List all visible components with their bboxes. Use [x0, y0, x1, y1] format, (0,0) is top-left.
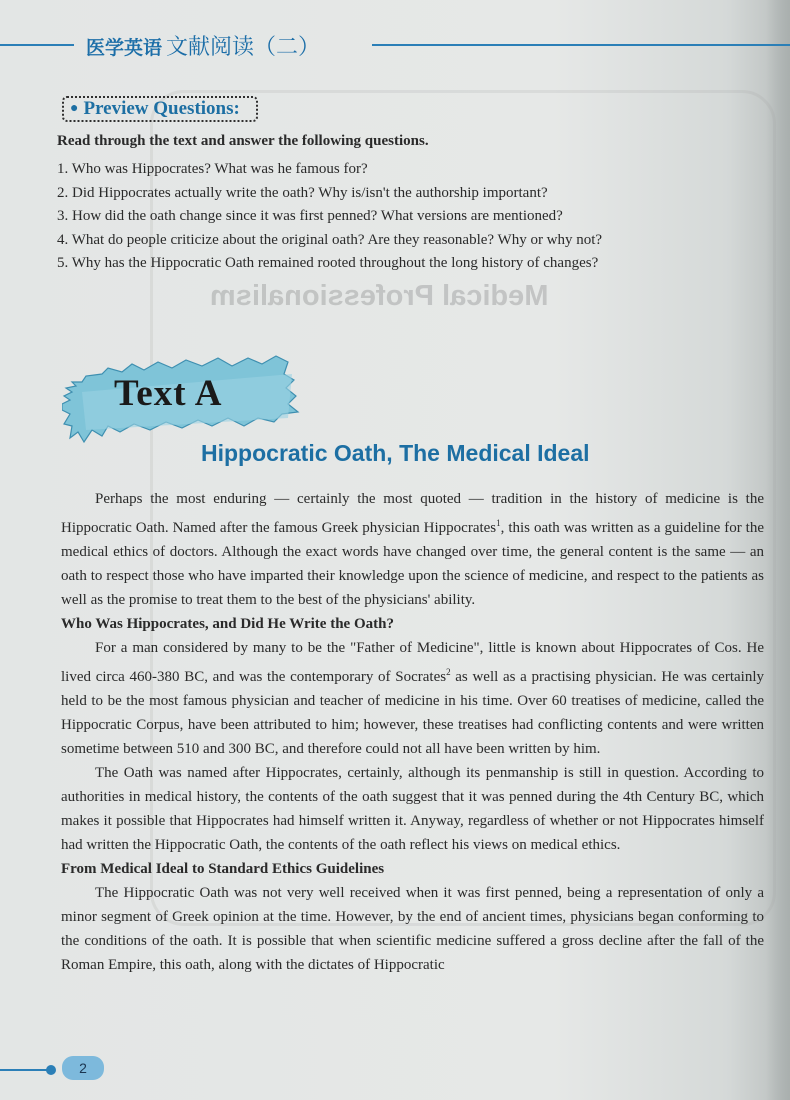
preview-badge-label: Preview Questions: — [83, 98, 240, 119]
paragraph: For a man considered by many to be the "Father of Medicine", little is known about Hippocrates of Cos. He lived circa 460-380 BC, and was the contemporary of Socrates$^2$ as well as a practising physician. He was certainly held to be the most famous physician and teacher of medicine in his time. Over 60 treatises of medicine, called the Hippocratic Corpus, have been attributed to him; however, these treatises had conflicting contents and were written sometime between 510 and 300 BC, and therefore could not all have been written by him. — [61, 640, 764, 757]
background-mirror-text: Medical Professionalism — [210, 280, 549, 312]
page-number: 2 — [62, 1056, 104, 1080]
question-item: 2. Did Hippocrates actually write the oath? Why is/isn't the authorship important? — [57, 184, 548, 201]
paragraph: The Oath was named after Hippocrates, certainly, although its penmanship is still in question. According to authorities in medical history, the contents of the oath suggest that it was penned during the 4th Century BC, which makes it possible that Hippocrates had himself written it. Anyway, regardless of whether or not Hippocrates himself had written the Hippocratic Oath, the contents of the oath reflect his views on medical ethics. — [61, 765, 764, 853]
footer-rule — [0, 1069, 50, 1071]
book-title-part2: 文献阅读（二） — [166, 35, 321, 60]
section-label: Text A — [114, 373, 223, 414]
section-heading: Who Was Hippocrates, and Did He Write the Oath? — [61, 616, 394, 632]
preview-instruction: Read through the text and answer the following questions. — [57, 133, 429, 149]
question-item: 3. How did the oath change since it was first penned? What versions are mentioned? — [57, 208, 563, 224]
article-title: Hippocratic Oath, The Medical Ideal — [201, 440, 590, 466]
paragraph: The Hippocratic Oath was not very well received when it was first penned, being a representation of only a minor segment of Greek opinion at the time. However, by the end of ancient times, physicians began conforming to the conditions of the oath. It is possible that when scientific medicine suffered a gross decline after the fall of the Roman Empire, this oath, along with the dictates of Hippocratic — [61, 885, 764, 973]
running-header — [0, 30, 790, 70]
book-title — [86, 30, 320, 60]
preview-questions-badge — [62, 96, 258, 122]
page-curl-shadow — [766, 0, 790, 1100]
bullet-icon: ● — [70, 101, 79, 116]
paragraph: Perhaps the most enduring — certainly the most quoted — tradition in the history of medicine is the Hippocratic Oath. Named after the famous Greek physician Hippocrates$^1$, this oath was written as a guideline for the medical ethics of doctors. Although the exact words have changed over time, the general content is the same — an oath to respect those who have imparted their knowledge upon the science of medicine, and respect to the patients as well as the promise to treat them to the best of the physicians' ability. — [61, 491, 764, 608]
footer-dot-icon — [46, 1065, 56, 1075]
text-a-banner — [62, 352, 302, 446]
question-item: 4. What do people criticize about the original oath? Are they reasonable? Why or why not? — [57, 231, 603, 248]
preview-question-list — [57, 158, 602, 276]
section-heading: From Medical Ideal to Standard Ethics Guidelines — [61, 861, 385, 877]
book-title-part1: 医学英语 — [86, 37, 163, 59]
question-item: 1. Who was Hippocrates? What was he famous for? — [57, 161, 368, 177]
footnote-marker: 2 — [446, 667, 451, 677]
header-rule-left — [0, 44, 74, 46]
header-rule-right — [372, 44, 790, 46]
question-item: 5. Why has the Hippocratic Oath remained rooted throughout the long history of changes? — [57, 255, 599, 271]
article-body — [61, 487, 764, 977]
footnote-marker: 1 — [496, 518, 501, 528]
